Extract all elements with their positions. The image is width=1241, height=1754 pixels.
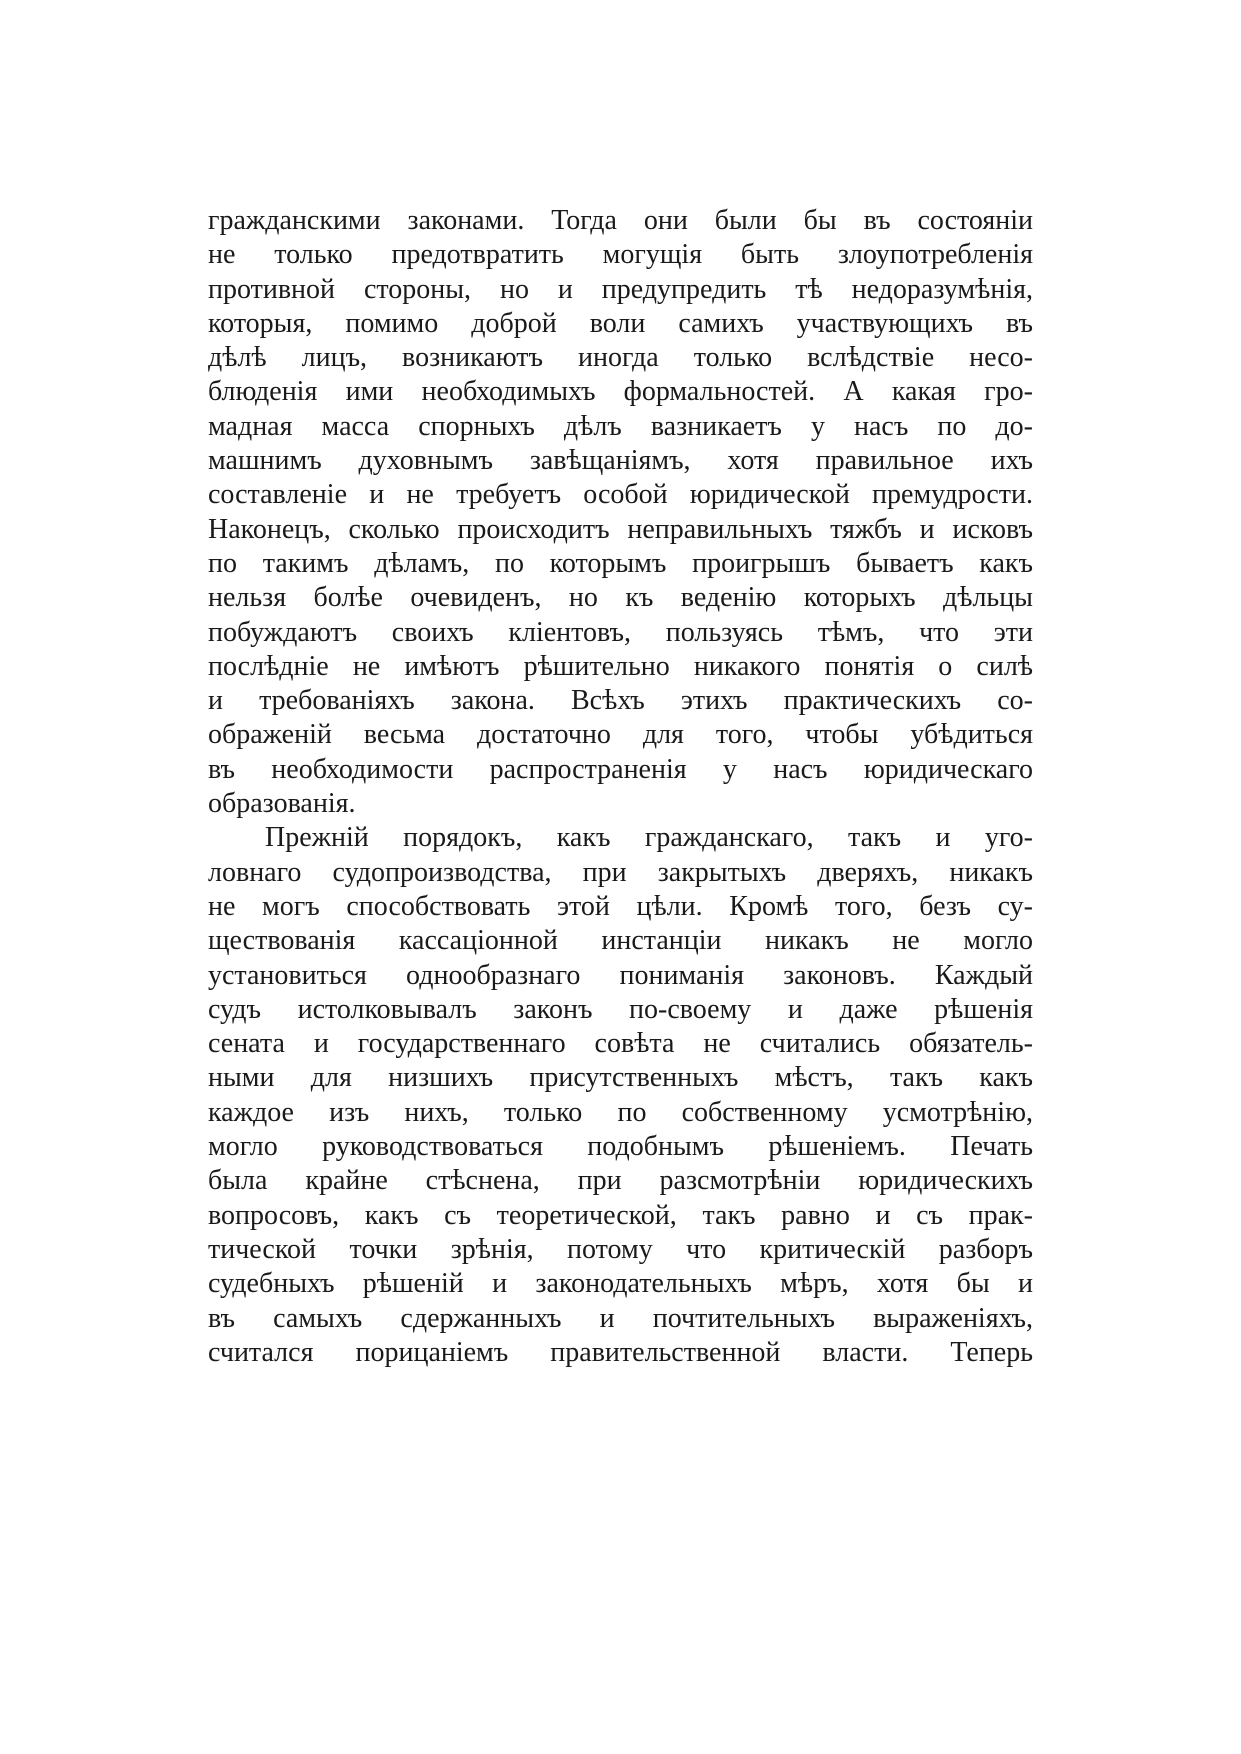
text-line: гражданскими законами. Тогда они были бы въ состоянiи — [208, 205, 1033, 236]
text-line: ловнаго судопроизводства, при закрытыхъ дверяхъ, никакъ — [208, 856, 1033, 888]
text-line: въ самыхъ сдержанныхъ и почтительныхъ выраженiяхъ, — [208, 1302, 1033, 1334]
text-line: дѣлѣ лицъ, возникаютъ иногда только вслѣдствiе несо- — [208, 342, 1033, 374]
text-line: побуждаютъ своихъ клiентовъ, пользуясь тѣмъ, что эти — [208, 616, 1033, 648]
text-line: по такимъ дѣламъ, по которымъ проигрышъ бываетъ какъ — [208, 547, 1033, 579]
text-line: установиться однообразнаго пониманiя законовъ. Каждый — [208, 959, 1033, 991]
text-line: противной стороны, но и предупредить тѣ недоразумѣнiя, — [208, 273, 1033, 305]
text-line: не могъ способствовать этой цѣли. Кромѣ того, безъ су- — [208, 890, 1033, 922]
text-line: въ необходимости распространенiя у насъ юридическаго — [208, 753, 1033, 785]
text-line: судъ истолковывалъ законъ по-своему и даже рѣшенiя — [208, 993, 1033, 1025]
text-line: сената и государственнаго совѣта не считались обязатель- — [208, 1028, 1033, 1060]
text-line: тической точки зрѣнiя, потому что критическiй разборъ — [208, 1233, 1033, 1265]
text-line: судебныхъ рѣшенiй и законодательныхъ мѣръ, хотя бы и — [208, 1268, 1033, 1300]
text-line: каждое изъ нихъ, только по собственному усмотрѣнiю, — [208, 1096, 1033, 1128]
text-line: машнимъ духовнымъ завѣщанiямъ, хотя правильное ихъ — [208, 445, 1033, 477]
text-line: нельзя болѣе очевиденъ, но къ веденiю которыхъ дѣльцы — [208, 582, 1033, 614]
text-line: Прежнiй порядокъ, какъ гражданскаго, такъ и уго- — [265, 822, 1033, 854]
text-line: которыя, помимо доброй воли самихъ участвующихъ въ — [208, 307, 1033, 339]
text-line: образованiя. — [208, 788, 356, 820]
text-line: ображенiй весьма достаточно для того, чтобы убѣдиться — [208, 719, 1033, 751]
text-line: была крайне стѣснена, при разсмотрѣнiи юридическихъ — [208, 1165, 1033, 1197]
text-line: не только предотвратить могущiя быть злоупотребленiя — [208, 239, 1033, 271]
paragraph-1 — [208, 204, 1033, 821]
text-line: послѣднiе не имѣютъ рѣшительно никакого понятiя о силѣ — [208, 650, 1033, 682]
text-line: могло руководствоваться подобнымъ рѣшенiемъ. Печать — [208, 1131, 1033, 1163]
paragraph-2 — [208, 821, 1033, 1370]
text-line: ными для низшихъ присутственныхъ мѣстъ, такъ какъ — [208, 1062, 1033, 1094]
text-line: считался порицанiемъ правительственной власти. Теперь — [208, 1336, 1033, 1368]
text-line: вопросовъ, какъ съ теоретической, такъ равно и съ прак- — [208, 1199, 1033, 1231]
text-line: мадная масса спорныхъ дѣлъ вазникаетъ у насъ по до- — [208, 410, 1033, 442]
text-line: составленiе и не требуетъ особой юридической премудрости. — [208, 479, 1033, 511]
text-line: ществованiя кассацiонной инстанцiи никакъ не могло — [208, 925, 1033, 957]
text-line: блюденiя ими необходимыхъ формальностей. А какая гро- — [208, 376, 1033, 408]
body-text — [208, 204, 1033, 1370]
text-line: и требованiяхъ закона. Всѣхъ этихъ практическихъ со- — [208, 685, 1033, 717]
text-line: Наконецъ, сколько происходитъ неправильныхъ тяжбъ и исковъ — [208, 513, 1033, 545]
